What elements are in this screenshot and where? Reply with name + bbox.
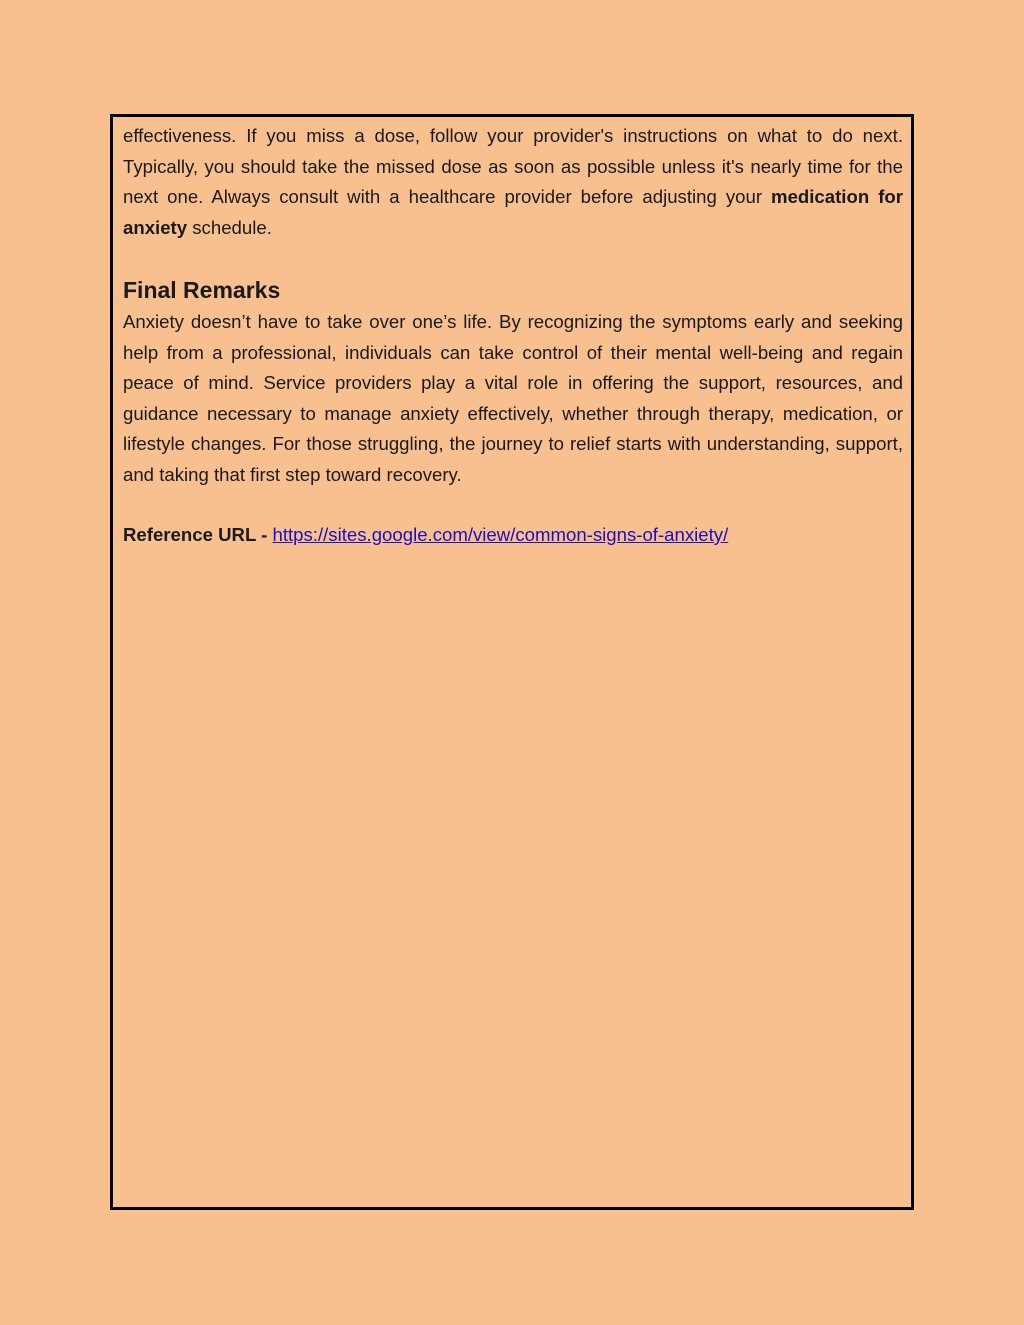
reference-link[interactable]: https://sites.google.com/view/common-signs-of-anxiety/ [272,524,729,545]
intro-paragraph [123,121,903,243]
intro-bold-keyword: medication for anxiety [123,186,903,238]
reference-line [123,520,903,551]
document-body [123,121,903,551]
content-frame [110,114,914,1210]
intro-text: effectiveness. If you miss a dose, follow your provider's instructions on what to do next. Typically, you should take the missed dose as soon as possible unless it's nearly time for the next one. Always consult with a healthcare provider before adjusting your [123,125,903,207]
intro-text-end: schedule. [187,216,272,238]
final-remarks-paragraph: Anxiety doesn’t have to take over one’s life. By recognizing the symptoms early and seeking help from a professional, individuals can take control of their mental well-being and regain peace of mind. Service providers play a vital role in offering the support, resources, and guidance necessary to manage anxiety effectively, whether through therapy, medication, or lifestyle changes. For those struggling, the journey to relief starts with understanding, support, and taking that first step toward recovery. [123,311,903,485]
reference-label: Reference URL - [123,524,273,545]
section-heading-final-remarks: Final Remarks [123,277,281,303]
